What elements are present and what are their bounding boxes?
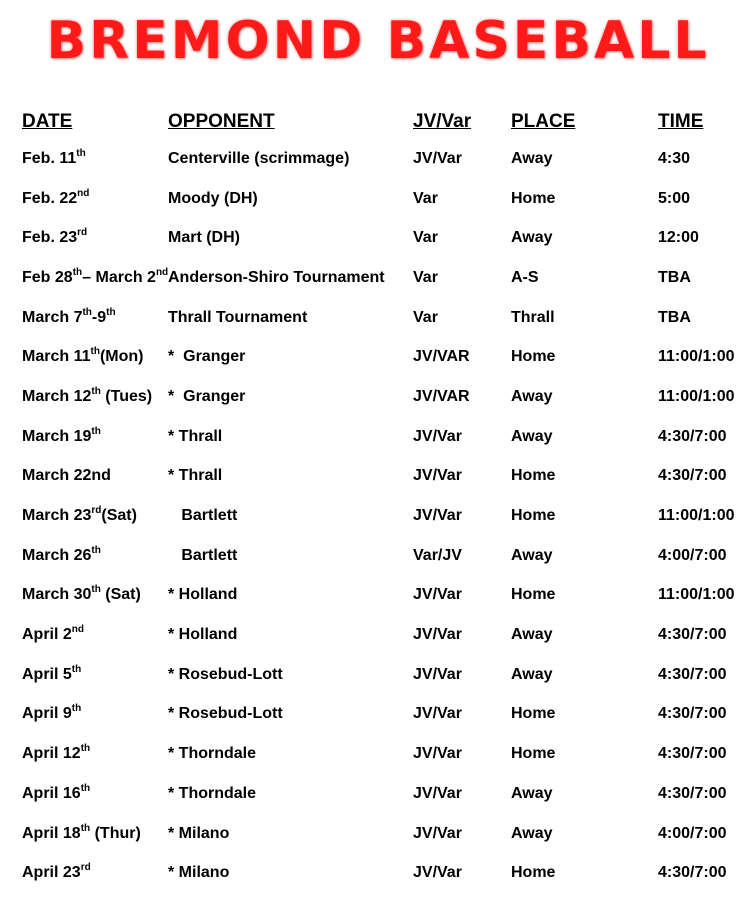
game-time: 5:00 bbox=[658, 189, 691, 207]
game-place: Home bbox=[511, 705, 556, 723]
game-date bbox=[22, 298, 168, 338]
table-row bbox=[22, 457, 754, 497]
table-row bbox=[22, 853, 754, 893]
table-row bbox=[22, 139, 754, 179]
date-text: April 9 bbox=[22, 705, 72, 723]
header-level: JV/Var bbox=[413, 111, 472, 132]
game-time: 4:00/7:00 bbox=[658, 824, 727, 842]
date-ordinal-suffix: th bbox=[80, 782, 91, 794]
date-text: March 19 bbox=[22, 427, 92, 445]
game-opponent: * Milano bbox=[168, 864, 230, 882]
table-row bbox=[22, 814, 754, 854]
table-row bbox=[22, 655, 754, 695]
game-time: 11:00/1:00 bbox=[658, 387, 735, 405]
table-row bbox=[22, 774, 754, 814]
table-row bbox=[22, 298, 754, 338]
date-ordinal-suffix: rd bbox=[91, 505, 102, 517]
header-opponent: OPPONENT bbox=[168, 111, 275, 132]
header-place: PLACE bbox=[511, 111, 576, 132]
game-level: JV/Var bbox=[413, 784, 462, 802]
game-time: 4:30/7:00 bbox=[658, 705, 727, 723]
game-place: Home bbox=[511, 189, 556, 207]
date-text: March 26 bbox=[22, 546, 92, 564]
game-opponent: Centerville (scrimmage) bbox=[168, 149, 350, 167]
game-time: 4:30 bbox=[658, 149, 691, 167]
game-place: Thrall bbox=[511, 308, 555, 326]
date-text: April 16 bbox=[22, 784, 81, 802]
date-text: March 7 bbox=[22, 308, 83, 326]
game-opponent: * Holland bbox=[168, 586, 238, 604]
game-level: JV/Var bbox=[413, 586, 462, 604]
game-level: JV/Var bbox=[413, 467, 462, 485]
game-time: TBA bbox=[658, 308, 691, 326]
date-ordinal-suffix: th bbox=[76, 147, 86, 159]
date-ordinal-suffix: th bbox=[91, 385, 101, 397]
game-level: Var bbox=[413, 189, 438, 207]
game-level: JV/Var bbox=[413, 149, 462, 167]
table-row bbox=[22, 258, 754, 298]
schedule-table bbox=[22, 105, 754, 893]
game-place: Home bbox=[511, 467, 556, 485]
game-place: A-S bbox=[511, 268, 539, 286]
game-date bbox=[22, 496, 168, 536]
date-text: -9 bbox=[91, 308, 107, 326]
game-level: JV/VAR bbox=[413, 348, 470, 366]
game-time: 11:00/1:00 bbox=[658, 586, 735, 604]
game-date bbox=[22, 258, 168, 298]
date-ordinal-suffix: rd bbox=[77, 227, 88, 239]
game-date bbox=[22, 734, 168, 774]
date-text: (Mon) bbox=[99, 348, 144, 366]
game-opponent: * Thorndale bbox=[168, 784, 257, 802]
game-place: Away bbox=[511, 626, 553, 644]
game-opponent: * Thrall bbox=[168, 467, 223, 485]
game-level: JV/Var bbox=[413, 665, 462, 683]
game-time: 4:30/7:00 bbox=[658, 784, 727, 802]
game-level: JV/Var bbox=[413, 745, 462, 763]
date-ordinal-suffix: th bbox=[71, 663, 82, 675]
date-text: April 23 bbox=[22, 864, 81, 882]
game-level: JV/Var bbox=[413, 864, 462, 882]
game-place: Away bbox=[511, 824, 553, 842]
game-time: 11:00/1:00 bbox=[658, 507, 735, 525]
game-place: Away bbox=[511, 229, 553, 247]
game-time: 4:30/7:00 bbox=[658, 864, 727, 882]
game-opponent: * Thrall bbox=[168, 427, 223, 445]
game-time: 4:30/7:00 bbox=[658, 427, 727, 445]
game-date bbox=[22, 377, 168, 417]
game-opponent: Thrall Tournament bbox=[168, 308, 308, 326]
date-ordinal-suffix: th bbox=[80, 743, 91, 755]
table-row bbox=[22, 179, 754, 219]
game-place: Away bbox=[511, 665, 553, 683]
game-opponent: * Milano bbox=[168, 824, 230, 842]
date-text: April 18 bbox=[22, 824, 81, 842]
date-ordinal-suffix: th bbox=[72, 266, 83, 278]
game-date bbox=[22, 655, 168, 695]
date-ordinal-suffix: nd bbox=[155, 266, 169, 278]
game-time: 12:00 bbox=[658, 229, 699, 247]
date-ordinal-suffix: th bbox=[80, 822, 91, 834]
table-row bbox=[22, 496, 754, 536]
date-ordinal-suffix: nd bbox=[71, 624, 85, 636]
game-date bbox=[22, 139, 168, 179]
date-ordinal-suffix: th bbox=[91, 425, 101, 437]
game-date bbox=[22, 774, 168, 814]
date-text: Feb. 11 bbox=[22, 149, 77, 167]
date-ordinal-suffix: th bbox=[82, 306, 92, 318]
game-place: Away bbox=[511, 427, 553, 445]
table-row bbox=[22, 576, 754, 616]
game-place: Home bbox=[511, 507, 556, 525]
date-text: March 12 bbox=[22, 387, 92, 405]
game-level: JV/Var bbox=[413, 507, 462, 525]
game-opponent: Bartlett bbox=[168, 507, 238, 525]
date-text: April 2 bbox=[22, 626, 72, 644]
table-row bbox=[22, 417, 754, 457]
game-level: JV/Var bbox=[413, 626, 462, 644]
table-row bbox=[22, 218, 754, 258]
game-date bbox=[22, 218, 168, 258]
date-ordinal-suffix: th bbox=[90, 346, 100, 358]
game-level: JV/Var bbox=[413, 824, 462, 842]
game-date bbox=[22, 179, 168, 219]
table-row bbox=[22, 536, 754, 576]
game-level: JV/VAR bbox=[413, 387, 470, 405]
game-place: Home bbox=[511, 348, 556, 366]
date-ordinal-suffix: th bbox=[106, 306, 116, 318]
game-level: JV/Var bbox=[413, 427, 462, 445]
game-date bbox=[22, 417, 168, 457]
game-opponent: Moody (DH) bbox=[168, 189, 258, 207]
date-text: Feb. 23 bbox=[22, 229, 78, 247]
game-date bbox=[22, 695, 168, 735]
game-level: Var/JV bbox=[413, 546, 462, 564]
game-date bbox=[22, 814, 168, 854]
game-date bbox=[22, 576, 168, 616]
game-opponent: Anderson-Shiro Tournament bbox=[168, 268, 385, 286]
game-opponent: * Granger bbox=[168, 348, 246, 366]
game-time: 4:30/7:00 bbox=[658, 745, 727, 763]
date-text: (Sat) bbox=[100, 586, 141, 604]
game-place: Away bbox=[511, 149, 553, 167]
game-time: 11:00/1:00 bbox=[658, 348, 735, 366]
date-text: March 11 bbox=[22, 348, 91, 366]
table-row bbox=[22, 337, 754, 377]
game-time: 4:30/7:00 bbox=[658, 626, 727, 644]
game-level: Var bbox=[413, 229, 438, 247]
game-opponent: * Rosebud-Lott bbox=[168, 705, 283, 723]
game-date bbox=[22, 536, 168, 576]
header-date: DATE bbox=[22, 111, 73, 132]
date-text: (Sat) bbox=[101, 507, 137, 525]
date-ordinal-suffix: rd bbox=[80, 862, 91, 874]
game-level: Var bbox=[413, 268, 438, 286]
date-ordinal-suffix: th bbox=[91, 584, 101, 596]
game-opponent: * Thorndale bbox=[168, 745, 257, 763]
game-time: 4:00/7:00 bbox=[658, 546, 727, 564]
date-text: – March 2 bbox=[82, 268, 156, 286]
game-level: JV/Var bbox=[413, 705, 462, 723]
game-level: Var bbox=[413, 308, 438, 326]
date-text: April 5 bbox=[22, 665, 72, 683]
game-date bbox=[22, 853, 168, 893]
game-opponent: Bartlett bbox=[168, 546, 238, 564]
table-row bbox=[22, 377, 754, 417]
header-time: TIME bbox=[658, 111, 704, 132]
date-text: April 12 bbox=[22, 745, 81, 763]
date-ordinal-suffix: nd bbox=[77, 187, 90, 199]
game-date bbox=[22, 615, 168, 655]
table-row bbox=[22, 734, 754, 774]
game-place: Home bbox=[511, 864, 556, 882]
game-date bbox=[22, 337, 168, 377]
date-text: March 23 bbox=[22, 507, 92, 525]
game-place: Home bbox=[511, 745, 556, 763]
header-row bbox=[22, 105, 754, 139]
table-row bbox=[22, 615, 754, 655]
game-time: 4:30/7:00 bbox=[658, 665, 727, 683]
game-opponent: * Granger bbox=[168, 387, 246, 405]
page-title: BREMOND BASEBALL bbox=[46, 11, 710, 71]
game-opponent: Mart (DH) bbox=[168, 229, 240, 247]
table-row bbox=[22, 695, 754, 735]
game-time: TBA bbox=[658, 268, 691, 286]
date-text: March 30 bbox=[22, 586, 92, 604]
date-ordinal-suffix: th bbox=[91, 544, 101, 556]
date-text: Feb. 22 bbox=[22, 189, 78, 207]
date-text: (Tues) bbox=[100, 387, 153, 405]
game-place: Home bbox=[511, 586, 556, 604]
game-place: Away bbox=[511, 784, 553, 802]
date-text: Feb 28 bbox=[22, 268, 73, 286]
date-text: (Thur) bbox=[90, 824, 141, 842]
game-opponent: * Holland bbox=[168, 626, 238, 644]
game-time: 4:30/7:00 bbox=[658, 467, 727, 485]
game-opponent: * Rosebud-Lott bbox=[168, 665, 283, 683]
schedule-rows bbox=[22, 139, 754, 893]
date-text: March 22nd bbox=[22, 467, 111, 485]
date-ordinal-suffix: th bbox=[71, 703, 82, 715]
game-date bbox=[22, 457, 168, 497]
game-place: Away bbox=[511, 387, 553, 405]
game-place: Away bbox=[511, 546, 553, 564]
